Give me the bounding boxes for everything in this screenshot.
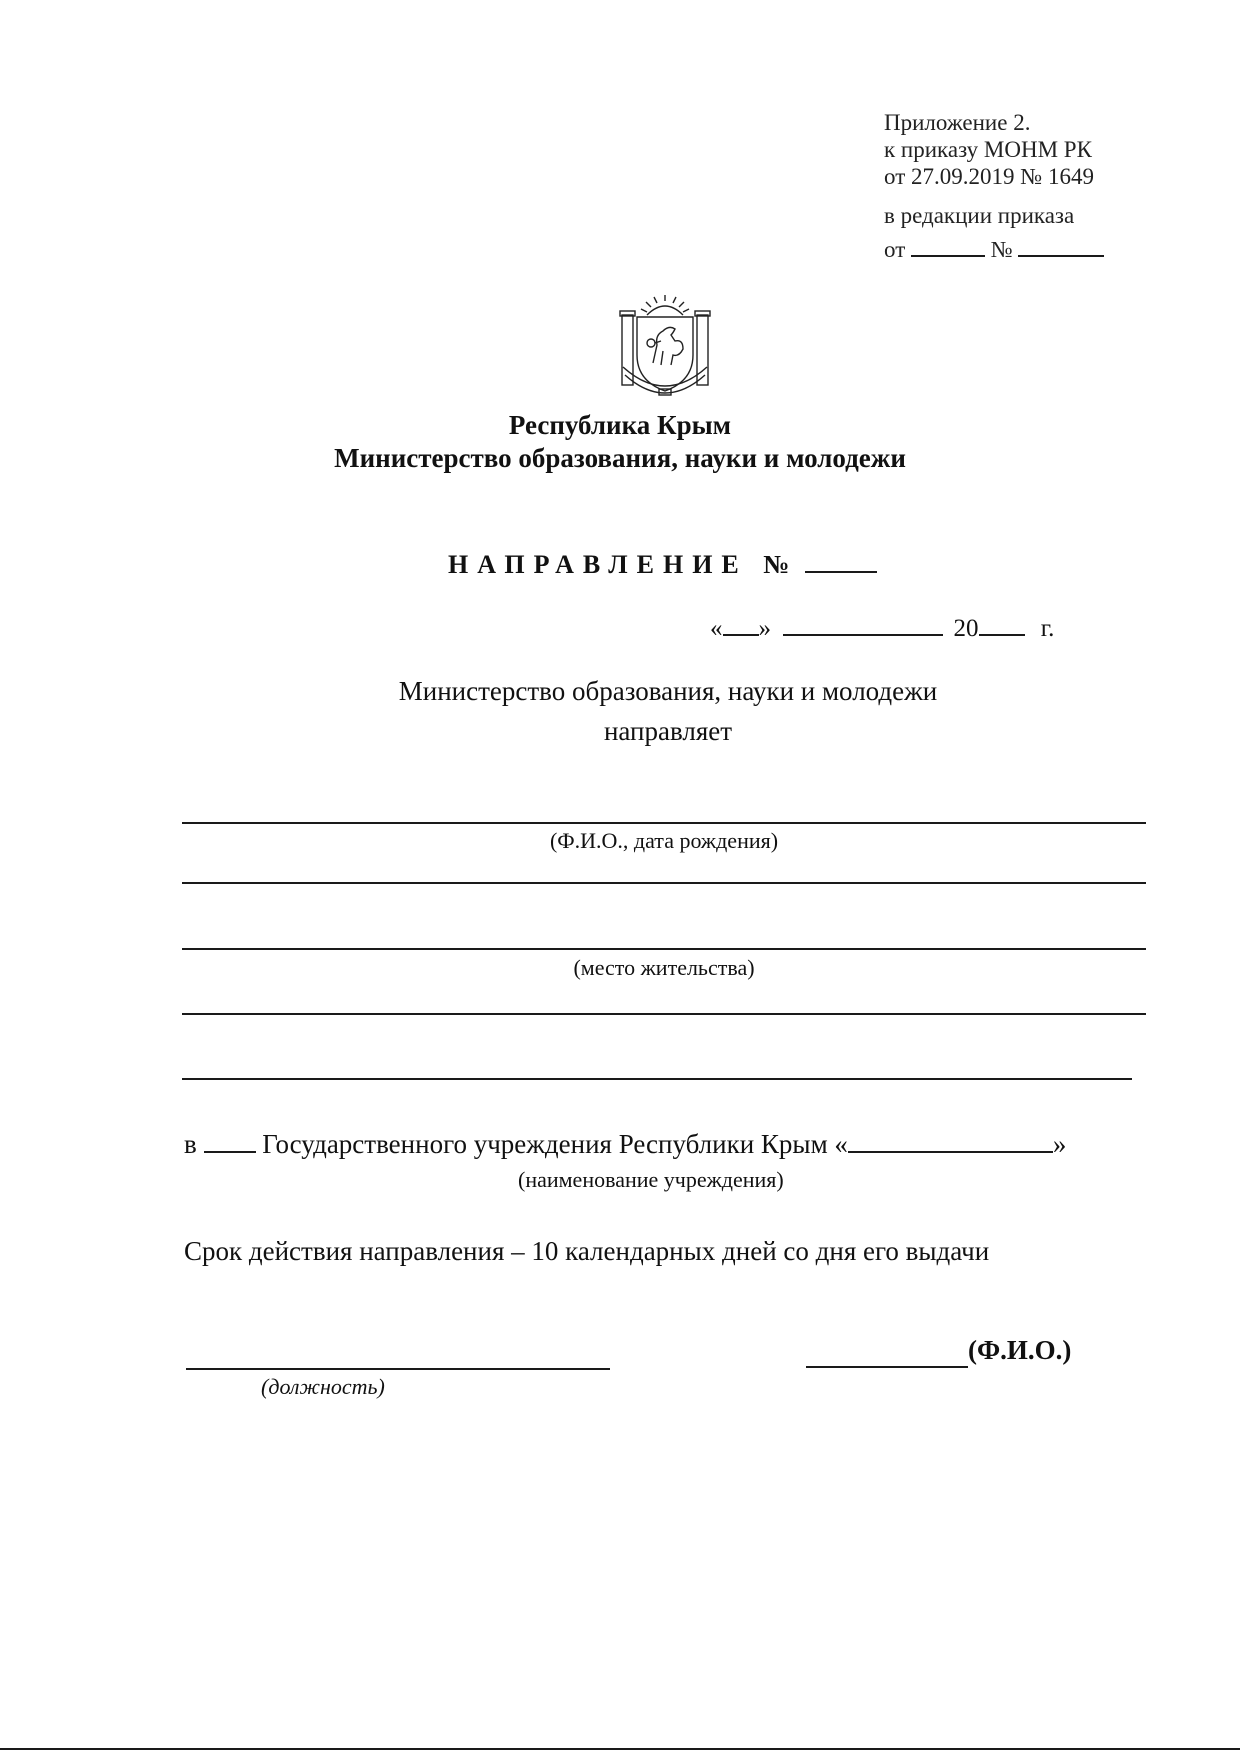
institution-type-blank[interactable] — [204, 1124, 256, 1153]
institution-name-blank[interactable] — [848, 1124, 1053, 1153]
ministry-heading: Министерство образования, науки и молодежи — [334, 443, 906, 473]
sender-line-1: Министерство образования, науки и молодежи — [398, 676, 938, 706]
document-date — [710, 609, 1054, 643]
fio-birth-input-line-2[interactable] — [182, 882, 1146, 884]
annex-line-5 — [884, 232, 1104, 263]
signature-fio-label: (Ф.И.О.) — [968, 1335, 1072, 1365]
page-bottom-edge — [0, 1748, 1240, 1750]
crimea-coat-of-arms-icon — [617, 293, 713, 399]
document-title-text: НАПРАВЛЕНИЕ — [448, 550, 748, 579]
fio-birth-label: (Ф.И.О., дата рождения) — [549, 828, 779, 853]
institution-label: (наименование учреждения) — [518, 1167, 784, 1192]
institution-line — [184, 1124, 1066, 1160]
annex-from-label: от — [884, 237, 906, 262]
document-number-blank[interactable] — [805, 545, 877, 573]
institution-prefix: в — [184, 1129, 197, 1159]
position-label: (должность) — [261, 1374, 385, 1399]
fio-birth-input-line[interactable] — [182, 822, 1146, 824]
residence-input-line[interactable] — [182, 948, 1146, 950]
date-year-blank[interactable] — [979, 609, 1025, 636]
annex-line-3: от 27.09.2019 № 1649 — [884, 164, 1094, 189]
residence-input-line-3[interactable] — [182, 1078, 1132, 1080]
date-year-suffix: г. — [1040, 615, 1055, 642]
annex-line-4: в редакции приказа — [884, 203, 1075, 228]
republic-heading: Республика Крым — [508, 410, 732, 440]
annex-number-blank[interactable] — [1018, 232, 1104, 257]
document-number-sign: № — [763, 550, 790, 579]
residence-label: (место жительства) — [573, 955, 755, 980]
document-title — [448, 545, 877, 580]
date-day-blank[interactable] — [723, 609, 759, 636]
annex-date-blank[interactable] — [911, 232, 985, 257]
residence-input-line-2[interactable] — [182, 1013, 1146, 1015]
signature-input-line[interactable] — [806, 1366, 968, 1368]
date-close-quote: » — [758, 615, 771, 642]
validity-text: Срок действия направления – 10 календарных дней со дня его выдачи — [184, 1236, 990, 1266]
institution-close-quote: » — [1052, 1129, 1067, 1159]
institution-text: Государственного учреждения Республики Крым « — [262, 1129, 848, 1159]
date-year-prefix: 20 — [953, 615, 979, 642]
annex-number-sign: № — [990, 237, 1013, 262]
annex-line-2: к приказу МОНМ РК — [884, 137, 1092, 162]
date-month-blank[interactable] — [783, 609, 943, 636]
annex-line-1: Приложение 2. — [884, 110, 1031, 135]
date-open-quote: « — [710, 615, 723, 642]
sender-line-2: направляет — [603, 716, 733, 746]
position-input-line[interactable] — [186, 1368, 610, 1370]
